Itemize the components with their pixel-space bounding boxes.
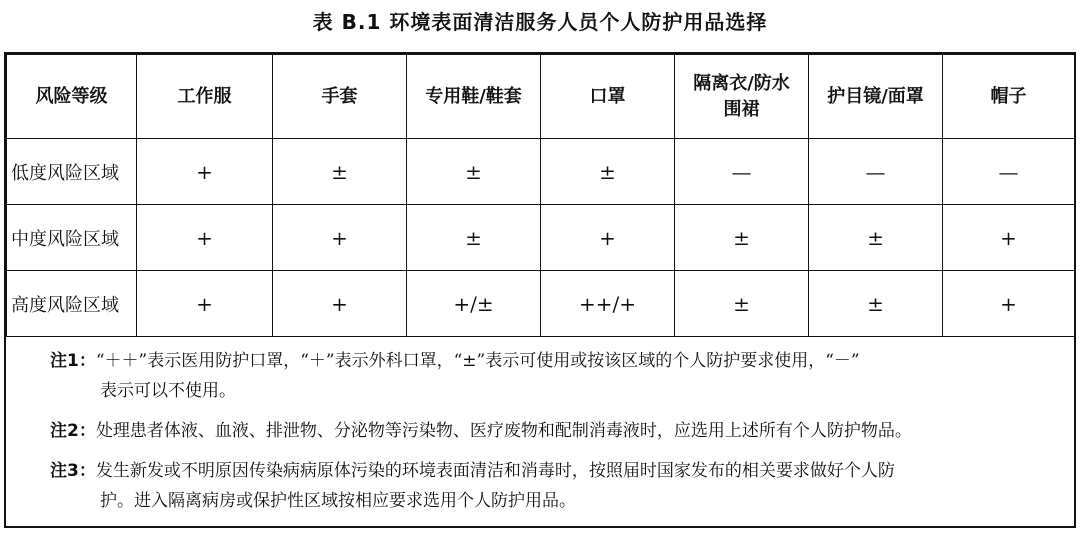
table-cell: ± [809,271,943,337]
table-cell: ++/+ [541,271,675,337]
header-row [7,55,1075,139]
table-cell: — [675,139,809,205]
table-row-low [7,139,1075,205]
header-mask: 口罩 [541,55,675,139]
note-3 [50,456,1070,516]
header-cap: 帽子 [943,55,1075,139]
header-isolation-line1: 隔离衣/防水 [693,72,790,94]
note-tag: 注2： [50,421,96,441]
table-title: 表 B.1 环境表面清洁服务人员个人防护用品选择 [312,10,768,34]
table-cell: +/± [407,271,541,337]
table-cell: ± [407,139,541,205]
note-2 [50,416,1070,446]
ppe-table-frame [4,52,1076,528]
table-cell: + [943,205,1075,271]
table-cell: ± [809,205,943,271]
row-label: 中度风险区域 [7,205,137,271]
table-cell: — [943,139,1075,205]
note-text: 处理患者体液、血液、排泄物、分泌物等污染物、医疗废物和配制消毒液时，应选用上述所有个人防护物品。 [95,421,912,441]
table-cell: ± [273,139,407,205]
table-cell: + [137,271,273,337]
table-cell: + [541,205,675,271]
note-text-cont: 护。进入隔离病房或保护性区域按相应要求选用个人防护用品。 [100,491,576,511]
note-tag: 注3： [50,461,96,481]
table-cell: + [943,271,1075,337]
header-shoes: 专用鞋/鞋套 [407,55,541,139]
table-cell: ± [541,139,675,205]
table-row-high [7,271,1075,337]
table-row-medium [7,205,1075,271]
table-cell: ± [407,205,541,271]
table-cell: ± [675,271,809,337]
header-goggles: 护目镜/面罩 [809,55,943,139]
note-tag: 注1： [50,351,96,371]
header-workwear: 工作服 [137,55,273,139]
ppe-selection-table [6,54,1075,337]
row-label: 高度风险区域 [7,271,137,337]
row-label: 低度风险区域 [7,139,137,205]
table-cell: + [137,205,273,271]
header-gloves: 手套 [273,55,407,139]
note-text-cont: 表示可以不使用。 [100,381,236,401]
table-cell: + [137,139,273,205]
table-cell: ± [675,205,809,271]
header-isolation-gown [675,55,809,139]
note-text: “＋＋”表示医用防护口罩，“＋”表示外科口罩，“±”表示可使用或按该区域的个人防护要求使用，“－” [95,351,860,371]
table-cell: — [809,139,943,205]
header-risk-level: 风险等级 [7,55,137,139]
note-1 [50,346,1070,406]
table-cell: + [273,271,407,337]
table-cell: + [273,205,407,271]
header-isolation-line2: 围裙 [723,98,760,120]
note-text: 发生新发或不明原因传染病病原体污染的环境表面清洁和消毒时，按照届时国家发布的相关要求做好个人防 [95,461,895,481]
